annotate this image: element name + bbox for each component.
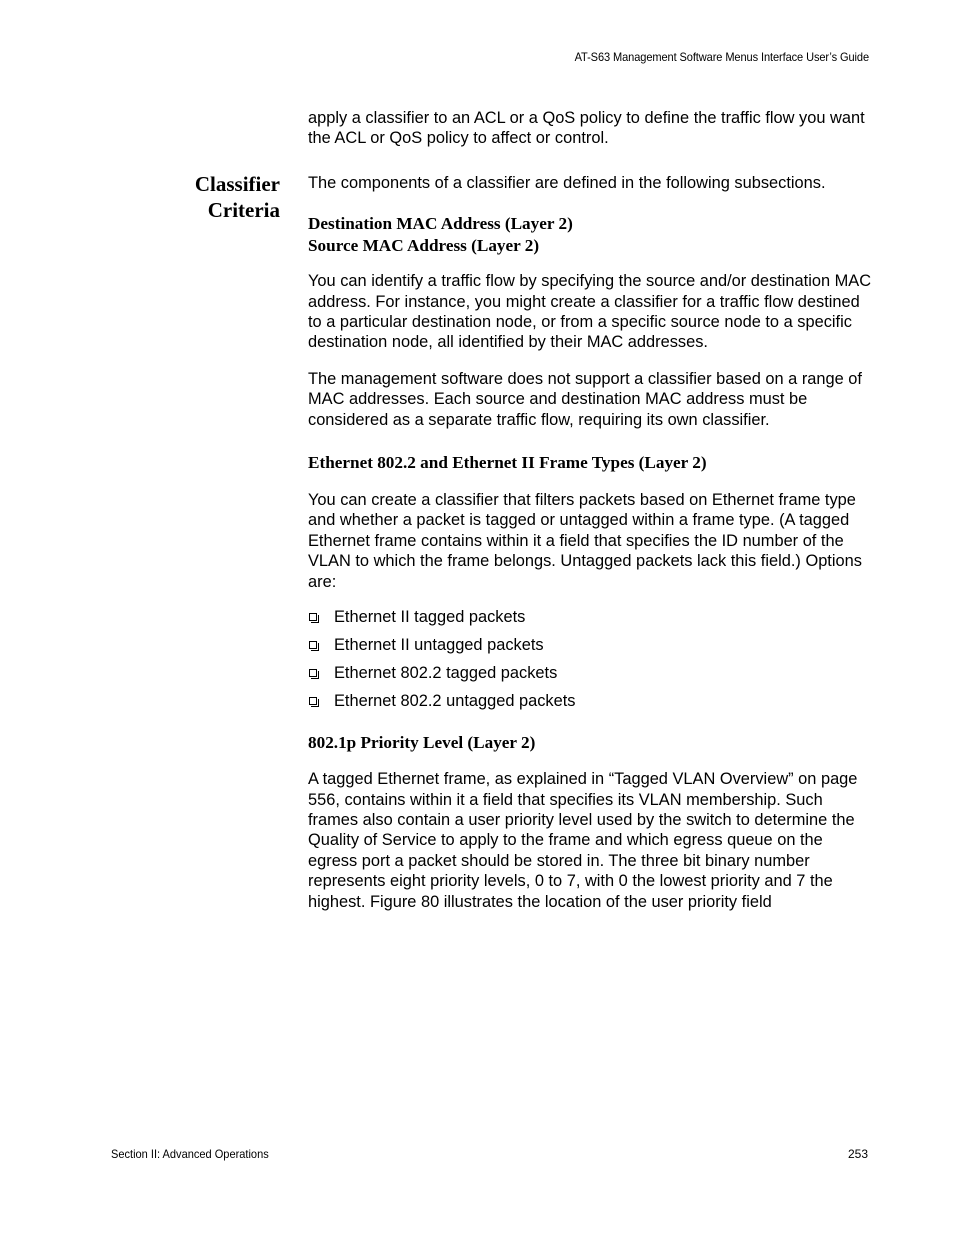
list-item-label: Ethernet II untagged packets [334, 636, 544, 655]
list-item-label: Ethernet 802.2 tagged packets [334, 664, 558, 683]
subhead-source-mac: Source MAC Address (Layer 2) [308, 236, 540, 256]
list-item [308, 687, 874, 715]
intro-paragraph: apply a classifier to an ACL or a QoS policy to define the traffic flow you want the ACL or QoS policy to affect or control. [308, 109, 865, 148]
list-item [308, 603, 874, 631]
section-heading-line-1: Classifier [194, 172, 280, 196]
list-item-label: Ethernet II tagged packets [334, 608, 526, 627]
components-paragraph: The components of a classifier are defined in the following subsections. [308, 173, 826, 192]
list-item-label: Ethernet 802.2 untagged packets [334, 692, 576, 711]
frame-options-list [308, 603, 874, 715]
list-item [308, 631, 874, 659]
priority-paragraph: A tagged Ethernet frame, as explained in “Tagged VLAN Overview” on page 556, contains within it a field that specifies its VLAN membership. Such frames also contain a user priority level used by the switch to determine the Quality of Service to apply to the frame and which egress queue on the egress port a packet should be stored in. The three bit binary number represents eight priority levels, 0 to 7, with 0 the lowest priority and 7 the highest. Figure 80 illustrates the location of the user priority field [308, 770, 858, 911]
subhead-priority-level: 802.1p Priority Level (Layer 2) [308, 733, 536, 753]
footer-page-number: 253 [847, 1147, 868, 1161]
list-item [308, 659, 874, 687]
main-content [308, 108, 874, 912]
section-heading [195, 171, 280, 223]
mac-paragraph-1: You can identify a traffic flow by specifying the source and/or destination MAC address. For instance, you might create a classifier for a traffic flow destined to a particular destination node, or from a specific source node to a specific destination node, all identified by their MAC addresses. [308, 272, 872, 352]
running-header: AT-S63 Management Software Menus Interface User’s Guide [574, 50, 869, 64]
checkbox-bullet-icon [309, 669, 317, 677]
frame-types-paragraph: You can create a classifier that filters packets based on Ethernet frame type and whether a packet is tagged or untagged within a frame type. (A tagged Ethernet frame contains within it a field that specifies the ID number of the VLAN to which the frame belongs. Untagged packets lack this field.) Options are: [308, 491, 862, 591]
subhead-destination-mac: Destination MAC Address (Layer 2) [308, 214, 573, 234]
section-heading-line-2: Criteria [207, 198, 280, 222]
subhead-frame-types: Ethernet 802.2 and Ethernet II Frame Types (Layer 2) [308, 453, 707, 473]
checkbox-bullet-icon [309, 697, 317, 705]
checkbox-bullet-icon [309, 613, 317, 621]
footer-section-label: Section II: Advanced Operations [111, 1147, 269, 1161]
mac-paragraph-2: The management software does not support a classifier based on a range of MAC addresses. Each source and destination MAC address must be considered as a separate traffic flow, requiring its own classifier. [308, 369, 862, 429]
checkbox-bullet-icon [309, 641, 317, 649]
